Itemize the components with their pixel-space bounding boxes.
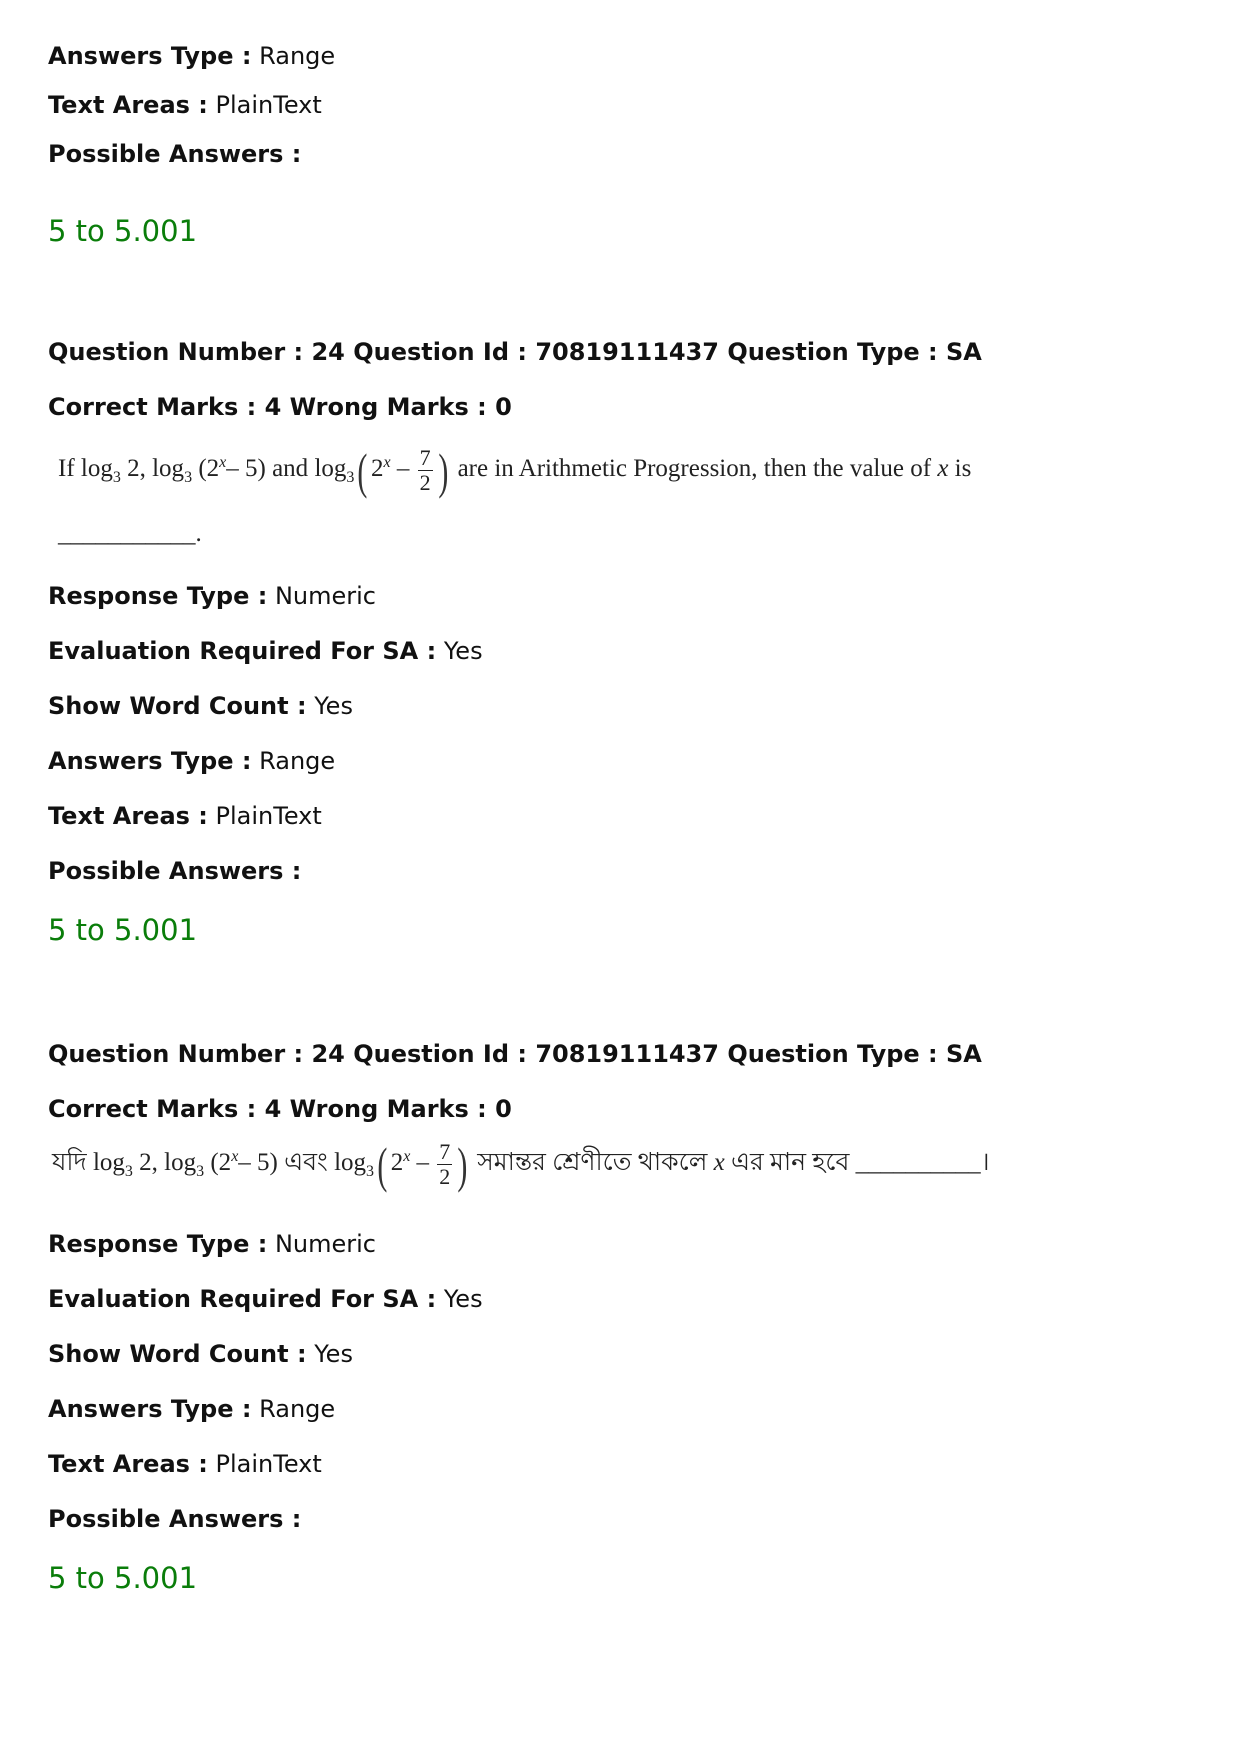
possible-answers-label: Possible Answers : — [48, 140, 302, 168]
response-type-row: Response Type : Numeric — [48, 582, 376, 610]
fraction: $\frac{7}{2}$ — [419, 445, 431, 495]
word-count-row: Show Word Count : Yes — [48, 1340, 353, 1368]
text-areas-row: Text Areas : PlainText — [48, 802, 322, 830]
answers-type-row — [48, 40, 335, 72]
possible-answer-value: 5 to 5.001 — [48, 913, 198, 947]
question-header: Question Number : 24 Question Id : 70819111437 Question Type : SA — [48, 338, 982, 366]
evaluation-row: Evaluation Required For SA : Yes — [48, 637, 483, 665]
text-areas-label: Text Areas : — [48, 91, 208, 119]
possible-answers-row — [48, 138, 301, 170]
answers-type-value: Range — [259, 42, 336, 70]
answers-type-row: Answers Type : Range — [48, 747, 336, 775]
answer-blank: ___________. — [58, 520, 202, 547]
text-areas-row: Text Areas : PlainText — [48, 1450, 322, 1478]
possible-answers-row: Possible Answers : — [48, 1505, 302, 1533]
answers-type-row: Answers Type : Range — [48, 1395, 336, 1423]
fraction: $\frac{7}{2}$ — [439, 1139, 451, 1189]
word-count-row: Show Word Count : Yes — [48, 692, 353, 720]
possible-answers-row: Possible Answers : — [48, 857, 302, 885]
possible-answer-value: 5 to 5.001 — [48, 214, 198, 248]
marks-row: Correct Marks : 4 Wrong Marks : 0 — [48, 393, 512, 421]
evaluation-row: Evaluation Required For SA : Yes — [48, 1285, 483, 1313]
possible-answer-value: 5 to 5.001 — [48, 1561, 198, 1595]
marks-row: Correct Marks : 4 Wrong Marks : 0 — [48, 1095, 512, 1123]
response-type-row: Response Type : Numeric — [48, 1230, 376, 1258]
question-text-bengali: যদি $\log_3 2$, $\log_3 (2^x-$ 5) এবং $\log_3$( 2$^x$ – $\frac{7}{2}$ ) সমান্তর শ্রেণীতে থাকলে x এর মান হবে __________। — [52, 1136, 990, 1193]
text-areas-row — [48, 89, 322, 121]
text-areas-value: PlainText — [215, 91, 322, 119]
question-text-english: If $\log_3 2$, $\log_3 (2^x-$ 5) and $\log_3$( 2$^x$ – $\frac{7}{2}$ ) are in Arithmetic Progression, then the value of x is — [58, 442, 972, 499]
answers-type-label: Answers Type : — [48, 42, 252, 70]
question-header: Question Number : 24 Question Id : 70819111437 Question Type : SA — [48, 1040, 982, 1068]
